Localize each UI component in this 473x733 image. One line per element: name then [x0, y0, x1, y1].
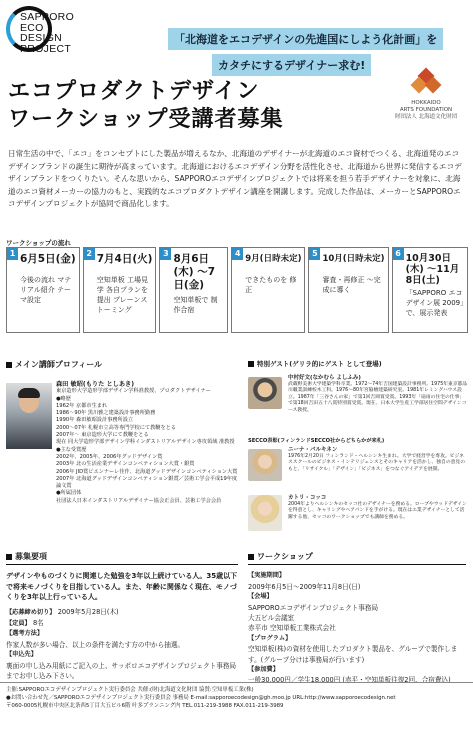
quota-value: 8名: [32, 619, 44, 628]
award-item: 2002年、2005年、2006年グッドデザイン賞: [56, 453, 163, 460]
workshop-steps: [6, 247, 468, 333]
step-number: 2: [84, 248, 95, 260]
step-date: 6月5日(金): [20, 253, 76, 265]
history-item: 現在 同大学造形学部デザイン学科インダストリアルデザイン専攻領域 准教授: [56, 439, 235, 446]
foundation-symbol-icon: [413, 70, 439, 96]
logo-line-1: SAPPORO: [20, 11, 75, 23]
step-number: 5: [309, 248, 320, 260]
step-card: [6, 247, 80, 333]
award-item: 2007年 北海道グッドデザインコンペティション銀賞／芸術工学会平成19年度論文賞: [56, 475, 238, 490]
secco-subheading: SECCO表彰(フィンランドSECCO社からどちらかが来札): [248, 438, 385, 444]
intro-paragraph: 日常生活の中で、「エコ」をコンセプトにした製品が増えるなか、北海道のデザイナーが北海道のエコ資材でつくる、北海道発のエコデザインブランドの誕生に期待が高まっています。北海道におけるエコデザイン分野を活性化させ、北海道から世界に発信するエコデザインブランドをつくりたい。そんな思いから、SAPPOROエコデザインプロジェクトでは将来を担う若手デザイナーを対象に、北海道のエコ資材メーカーの協力のもと、実践的なエコプロダクトデザイン講座を開講します。完成した作品は、メーカーとSAPPOROエコデザインプロジェクトが協同で商品化します。: [8, 149, 462, 209]
step-date: 9月(日時未定): [245, 254, 302, 264]
guest-bio: 武蔵野美術大学建築学科卒業。1972〜74年吉国建築設計事務所。1975年東京都品川職業訓練校木工科。1976〜80年宮脇檀建築研究室。1981年レミングハウス設立。1987年「三谷さんの家」で第1回吉岡賞受賞。1993年「扇雨の住宅の仕事」で第18回吉田五十八賞特別賞受賞。現在、日本大学生産工学部居住空間デザインコース教授。: [288, 381, 468, 413]
award-item: 2006年 JID賞ビエンナーレ佳作、北海道グッドデザインコンペティション大賞: [56, 468, 238, 475]
members-heading: ●所属団体: [56, 490, 82, 497]
guest-photo: [248, 495, 282, 531]
step-card: [231, 247, 305, 333]
recruitment-guidelines: [6, 552, 238, 681]
guests-heading: 特別ゲスト(ゲリラ的にゲスト として登場): [248, 359, 468, 368]
foundation-name-2: ARTS FOUNDATION: [399, 107, 453, 113]
square-bullet-icon: [248, 361, 254, 367]
page-title: [8, 78, 284, 134]
square-bullet-icon: [6, 554, 12, 560]
guest-name: 中村好文(なかむら よしふみ): [288, 375, 361, 381]
step-description: 審査・再修正 〜完成に導く: [322, 276, 381, 294]
foundation-name-1: HOKKAIDO: [411, 100, 441, 106]
footer-address: 〒060-0005札幌市中央区北条西5丁目大五ビル6階 叶多プランニング内 TEL.011-219-3988 FAX.011-219-3989: [6, 703, 284, 709]
step-description: 空知単板で 制作合宿: [173, 296, 218, 314]
instructor-photo: [6, 383, 52, 449]
logo-line-4: PROJECT: [20, 42, 72, 55]
venue-line: 大五ビル会議室: [248, 614, 295, 623]
title-line-1: エコプロダクトデザイン: [8, 79, 260, 104]
steps-title: ワークショップの流れ: [6, 239, 71, 247]
workshop-heading: ワークショップ: [248, 552, 466, 565]
guest-photo: [248, 377, 282, 409]
instructor-name: 森田 敏昭(もりた としあき): [56, 381, 135, 388]
method-value: 作家人数が多い場合、以上の条件を満たす方の中から抽選。: [6, 640, 185, 649]
history-item: 1962年 京都市生まれ: [56, 402, 108, 409]
footer-contact: ●お問い合わせ先／SAPPOROエコデザインプロジェクト実行委員会 事務局 E-mail:sapporoecodesign@gh.moo.jp URL:http://www.sapporoecodesign.net: [6, 695, 396, 701]
deadline-value: 2009年5月28日(木): [57, 607, 119, 616]
guest-name: ニーナ・パルキネン: [288, 447, 338, 453]
period-label: 【実施期間】: [248, 572, 286, 580]
instructor-bio: [56, 381, 240, 505]
step-number: 4: [232, 248, 243, 260]
deadline-label: 【応募締め切り】: [6, 608, 56, 616]
history-item: 2000〜07年 札幌市立高等専門学校にて教鞭をとる: [56, 424, 177, 431]
step-description: 「SAPPORO エコデザイン展 2009」で、展示発表: [405, 289, 464, 317]
foundation-name-3: 財団法人 北海道文化財団: [394, 114, 458, 120]
method-label: 【選考方法】: [6, 630, 44, 638]
apply-value: 裏面の申し込み用紙にご記入の上、サッポロエコデザインプロジェクト事務局までお申し込み下さい。: [6, 661, 237, 681]
workshop-details: [248, 552, 466, 686]
step-number: 3: [160, 248, 171, 260]
history-item: 1990年 森田敏昭設計事務所設立: [56, 417, 134, 424]
title-line-2: ワークショップ受講者募集: [8, 107, 284, 132]
apply-label: 【申込先】: [6, 651, 37, 659]
step-description: できたものを 修正: [245, 276, 297, 294]
venue-label: 【会場】: [248, 593, 273, 601]
period-value: 2009年6月5日〜2009年11月8日(日): [248, 582, 361, 591]
logo-text: [20, 12, 74, 54]
fee-value: 一般30,000円／学生18,000円 (赤平・空知単板往復2回、合宿費込): [248, 676, 451, 685]
step-date: 7月4日(火): [96, 253, 153, 265]
venue-line: SAPPOROエコデザインプロジェクト事務局: [248, 603, 379, 612]
step-card: [392, 247, 468, 333]
fee-label: 【参加費】: [248, 666, 279, 674]
step-number: 1: [7, 248, 18, 260]
guest-bio: 2004年よりヘルシンキのセッコ社のデザイナーを務める。ロープやウッドデザインを得意とし、キャリングやヘアバンドを手がける。現在はエ業デザイナーとして活躍する他、セッコのワークショップでも講師を務める。: [288, 501, 467, 520]
guest-bio: 1976年2月20日 フィンランド・ヘルシンキ生まれ。大学で経営学を専攻。ビジネススクールのビジネス・インテリジェンスとそのキャリアを活かし、独自の意見のもと、「リサイクル」「デザイン」「ビジネス」をつなぐアイデアを展開。: [288, 453, 466, 472]
guest-name: カトリ・コッコ: [288, 495, 327, 501]
program-label: 【プログラム】: [248, 634, 292, 642]
boshu-heading: 募集要項: [6, 552, 238, 565]
square-bullet-icon: [248, 554, 254, 560]
history-item: 1986〜90年 黒川雅之建築設計事務所勤務: [56, 410, 156, 417]
awards-heading: ●主な受賞歴: [56, 446, 87, 453]
instructor-heading: メイン講師プロフィール: [6, 359, 240, 370]
special-guests: [248, 359, 468, 520]
step-date: 10月(日時未定): [322, 254, 385, 264]
step-description: 空知単板 工場見学 各自プランを提出 ブレーンストーミング: [96, 276, 148, 314]
members-text: 社団法人日本インダストリアルデザイナー協会正会員、芸術工学会会員: [56, 497, 222, 504]
footer: [0, 682, 473, 710]
step-card: [159, 247, 228, 333]
step-number: 6: [393, 248, 404, 260]
instructor-affiliation: 東京造形大学造形学部デザイン学科准教授、プロダクトデザイナー: [56, 388, 211, 395]
step-card: [83, 247, 157, 333]
footer-organizers: 主催:SAPPOROエコデザインプロジェクト実行委員会 共催:(財)北海道文化財団 協賛:空知単板工業(株): [6, 687, 254, 693]
award-item: 2003年 北の生活産業デザインコンペティション大賞・銀賞: [56, 461, 195, 468]
step-card: [308, 247, 388, 333]
program-value: 空知単板(株)の資材を使用したプロダクト製品を、グループで製作します。(グループ分けは事務局が行います): [248, 645, 458, 664]
quota-label: 【定員】: [6, 620, 31, 628]
step-date: 8月6日(木) 〜7日(金): [173, 253, 215, 291]
boshu-lead: デザインやものづくりに関連した勉強を3年以上続けている人。35歳以下で将来モノづくりを目指している人。また、年齢に関係なく現在、モノづくりを3年以上行っている人。: [6, 572, 238, 602]
logo-line-3: DESIGN: [20, 32, 63, 44]
tagline-line-2: カタチにするデザイナー求む!: [212, 54, 371, 76]
history-heading: ●略歴: [56, 395, 71, 402]
venue-line: 赤平市 空知単板工業株式会社: [248, 624, 336, 633]
tagline: [168, 28, 464, 76]
hokkaido-arts-foundation-logo: [391, 70, 461, 121]
step-date: 10月30日(木) 〜11月8日(土): [405, 253, 460, 286]
square-bullet-icon: [6, 362, 12, 368]
history-item: 2007年〜 東京造形大学にて教鞭をとる: [56, 432, 149, 439]
guest-photo: [248, 449, 282, 481]
instructor-profile: [6, 359, 240, 504]
tagline-line-1: 「北海道をエコデザインの先進国にしよう化計画」を: [168, 28, 443, 50]
step-description: 今後の流れ マテリアル紹介 テーマ設定: [20, 276, 72, 304]
logo-line-2: ECO: [20, 21, 44, 34]
